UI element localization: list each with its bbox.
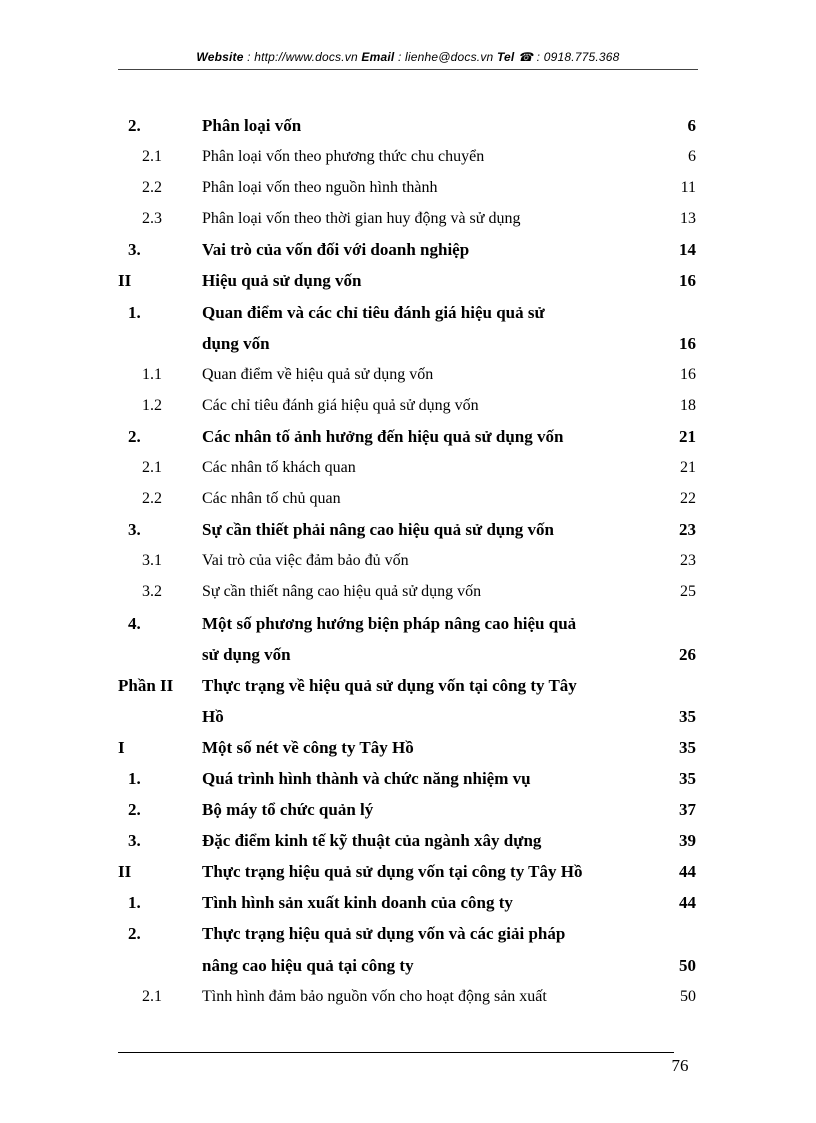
toc-page: 25 xyxy=(680,583,696,601)
toc-row xyxy=(118,172,700,203)
toc-title: Thực trạng hiệu quả sử dụng vốn và các giải pháp xyxy=(202,924,566,944)
toc-page: 35 xyxy=(679,706,696,726)
toc-row xyxy=(118,545,700,576)
toc-number: 4. xyxy=(128,613,141,633)
toc-number: 2.1 xyxy=(142,459,162,477)
toc-number: 2.1 xyxy=(142,148,162,166)
toc-page: 23 xyxy=(680,552,696,570)
toc-page: 16 xyxy=(679,271,696,291)
toc-page: 50 xyxy=(679,955,696,975)
toc-title: Các chỉ tiêu đánh giá hiệu quả sử dụng vốn xyxy=(202,396,479,414)
toc-number: 2. xyxy=(128,116,141,135)
toc-number: II xyxy=(118,271,132,291)
toc-page: 18 xyxy=(680,396,696,414)
toc-number: 3.2 xyxy=(142,583,162,601)
toc-row xyxy=(118,950,700,981)
toc-title: Phân loại vốn theo thời gian huy động và sử dụng xyxy=(202,210,521,228)
phone-icon: ☎ xyxy=(517,50,534,64)
toc-page: 44 xyxy=(679,862,696,882)
toc-row xyxy=(118,608,700,639)
toc-title: Bộ máy tổ chức quản lý xyxy=(202,800,374,820)
toc-number: 1. xyxy=(128,302,141,322)
toc-number: 1.2 xyxy=(142,396,162,414)
toc-page: 16 xyxy=(680,365,696,383)
toc-row xyxy=(118,856,700,887)
toc-title: sử dụng vốn xyxy=(202,644,291,664)
toc-title: Các nhân tố khách quan xyxy=(202,459,356,477)
toc-number: 2. xyxy=(128,426,141,446)
toc-title: Thực trạng về hiệu quả sử dụng vốn tại công ty Tây xyxy=(202,675,577,695)
toc-title: Hiệu quả sử dụng vốn xyxy=(202,271,362,291)
toc-title: Phân loại vốn theo phương thức chu chuyển xyxy=(202,148,485,166)
toc-row xyxy=(118,732,700,763)
toc-title: Tình hình sản xuất kinh doanh của công ty xyxy=(202,893,513,913)
toc-number: 1.1 xyxy=(142,365,162,383)
toc-number: 3. xyxy=(128,240,141,260)
toc-row xyxy=(118,265,700,296)
toc-number: 3.1 xyxy=(142,552,162,570)
toc-page: 6 xyxy=(688,148,696,166)
toc-page: 26 xyxy=(679,644,696,664)
toc-number: 2.3 xyxy=(142,210,162,228)
toc-page: 16 xyxy=(679,333,696,353)
toc-title: Tình hình đảm bảo nguồn vốn cho hoạt động sản xuất xyxy=(202,987,547,1005)
toc-title: Sự cần thiết phải nâng cao hiệu quả sử dụng vốn xyxy=(202,520,555,540)
website-label: Website xyxy=(196,50,244,64)
toc-row xyxy=(118,763,700,794)
tel-value: : 0918.775.368 xyxy=(533,50,620,64)
toc-page: 50 xyxy=(680,987,696,1005)
toc-row xyxy=(118,825,700,856)
toc-title: Hồ xyxy=(202,706,224,726)
toc-title: Quan điểm và các chỉ tiêu đánh giá hiệu quả sử xyxy=(202,302,545,322)
toc-page: 35 xyxy=(679,737,696,757)
toc-title: Phân loại vốn xyxy=(202,116,302,135)
toc-number: 2.2 xyxy=(142,179,162,197)
toc-page: 35 xyxy=(679,768,696,788)
header-divider xyxy=(118,69,698,70)
toc-page: 39 xyxy=(679,831,696,851)
toc-row xyxy=(118,576,700,607)
toc-title: Một số nét về công ty Tây Hồ xyxy=(202,737,414,757)
toc-row xyxy=(118,483,700,514)
toc-title: dụng vốn xyxy=(202,333,270,353)
toc-number: Phần II xyxy=(118,675,174,695)
toc-number: 1. xyxy=(128,893,141,913)
toc-number: 2.1 xyxy=(142,987,162,1005)
toc-row xyxy=(118,887,700,918)
toc-row xyxy=(118,359,700,390)
toc-page: 14 xyxy=(679,240,696,260)
toc-number: 2.2 xyxy=(142,490,162,508)
toc-page: 22 xyxy=(680,490,696,508)
toc-row xyxy=(118,328,700,359)
toc-title: nâng cao hiệu quả tại công ty xyxy=(202,955,414,975)
toc-number: 2. xyxy=(128,800,141,820)
toc-number: 1. xyxy=(128,768,141,788)
footer-divider xyxy=(118,1052,674,1053)
toc-page: 21 xyxy=(680,459,696,477)
toc-page: 13 xyxy=(680,210,696,228)
toc-row xyxy=(118,452,700,483)
toc-title: Các nhân tố chủ quan xyxy=(202,490,341,508)
toc-title: Quá trình hình thành và chức năng nhiệm vụ xyxy=(202,768,531,788)
toc-number: 3. xyxy=(128,520,141,540)
toc-row xyxy=(118,981,700,1012)
toc-row xyxy=(118,670,700,701)
toc-page: 23 xyxy=(679,520,696,540)
toc-title: Vai trò của vốn đối với doanh nghiệp xyxy=(202,240,470,260)
toc-page: 44 xyxy=(679,893,696,913)
toc-row xyxy=(118,639,700,670)
toc-title: Quan điểm về hiệu quả sử dụng vốn xyxy=(202,365,434,383)
email-label: Email xyxy=(361,50,395,64)
toc-title: Vai trò của việc đảm bảo đủ vốn xyxy=(202,552,409,570)
toc-number: I xyxy=(118,737,125,757)
toc-page: 11 xyxy=(680,179,696,197)
toc-title: Thực trạng hiệu quả sử dụng vốn tại công ty Tây Hồ xyxy=(202,862,583,882)
toc-page: 6 xyxy=(687,116,696,135)
toc-number: 2. xyxy=(128,924,141,944)
toc-page: 21 xyxy=(679,426,696,446)
toc-row xyxy=(118,514,700,545)
toc-row xyxy=(118,701,700,732)
toc-title: Đặc điểm kinh tế kỹ thuật của ngành xây dựng xyxy=(202,831,542,851)
toc-row xyxy=(118,918,700,949)
toc-row xyxy=(118,234,700,265)
toc-number: 3. xyxy=(128,831,141,851)
table-of-contents xyxy=(118,110,700,1012)
toc-title: Một số phương hướng biện pháp nâng cao hiệu quả xyxy=(202,613,577,633)
page-number: 76 xyxy=(671,1056,689,1075)
tel-label: Tel xyxy=(496,50,515,64)
toc-row xyxy=(118,141,700,172)
toc-row xyxy=(118,203,700,234)
toc-page: 37 xyxy=(679,800,696,820)
toc-row xyxy=(118,421,700,452)
page-header xyxy=(118,50,698,64)
website-value: : http://www.docs.vn xyxy=(243,50,362,64)
toc-title: Phân loại vốn theo nguồn hình thành xyxy=(202,179,438,197)
email-value: : lienhe@docs.vn xyxy=(394,50,497,64)
toc-title: Các nhân tố ảnh hưởng đến hiệu quả sử dụng vốn xyxy=(202,426,564,446)
toc-row xyxy=(118,110,700,141)
toc-row xyxy=(118,297,700,328)
toc-title: Sự cần thiết nâng cao hiệu quả sử dụng vốn xyxy=(202,583,482,601)
toc-row xyxy=(118,390,700,421)
toc-row xyxy=(118,794,700,825)
toc-number: II xyxy=(118,862,132,882)
